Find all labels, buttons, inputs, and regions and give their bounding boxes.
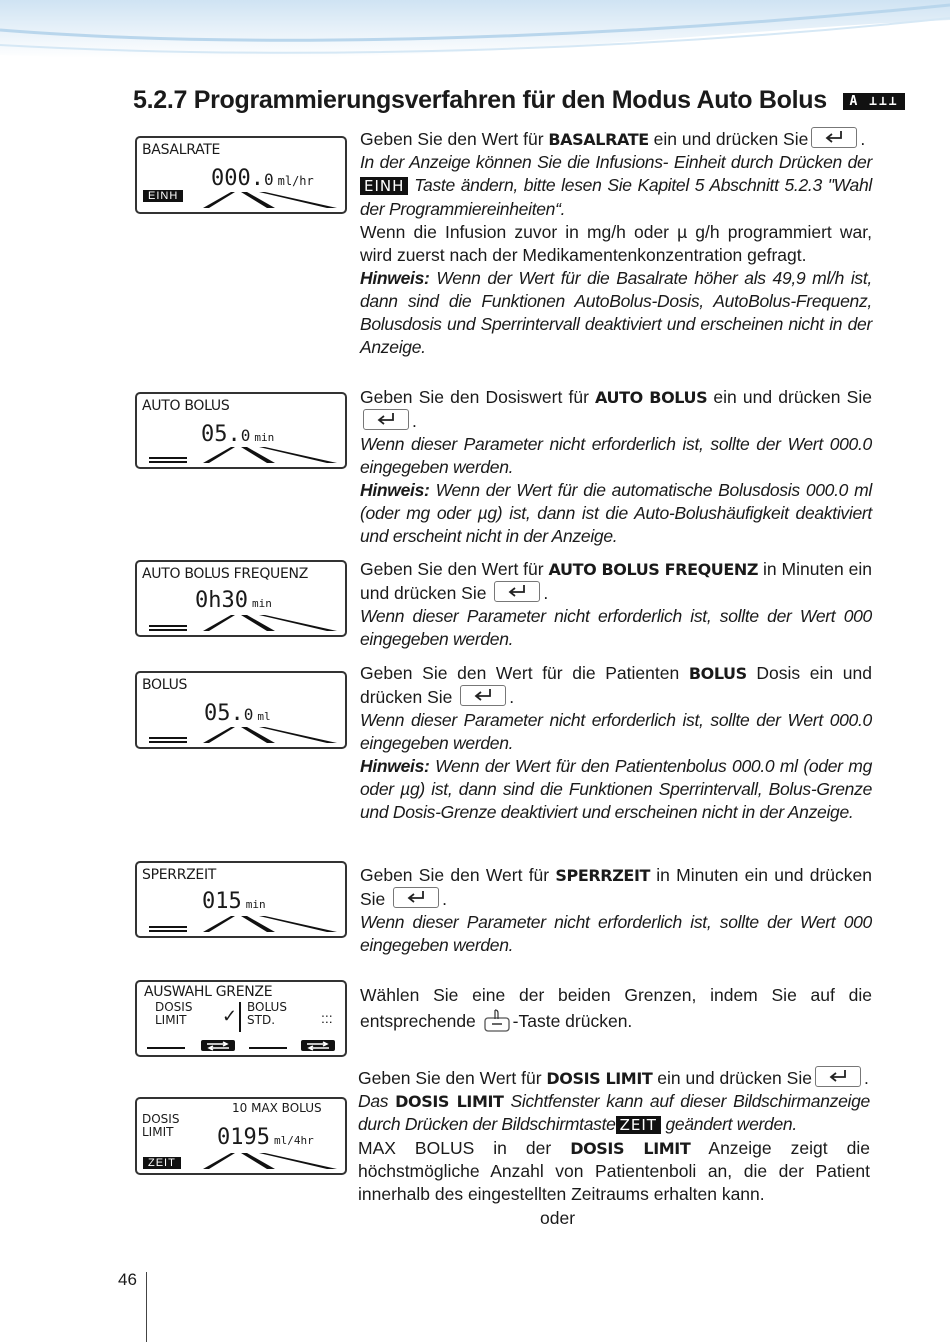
lcd-label: SPERRZEIT: [142, 867, 217, 883]
text-block-auto-bolus: [360, 386, 872, 548]
paragraph: Geben Sie den Wert für DOSIS LIMIT ein und drücken Sie .: [358, 1068, 869, 1088]
text-block-sperrzeit: [360, 864, 872, 957]
lcd-auswahl-grenze: [135, 980, 347, 1057]
lcd-softkey-arrows-icon: [201, 1151, 341, 1171]
dosis-limit-option: DOSIS LIMIT: [155, 1000, 193, 1027]
text-block-bolus: [360, 662, 872, 824]
lcd-softkey-arrows-icon: [201, 190, 341, 210]
paragraph: Wenn dieser Parameter nicht erforderlich ist, sollte der Wert 000 eingegeben werden.: [360, 606, 872, 649]
lcd-softkey-arrows-icon: [201, 445, 341, 465]
enter-key-icon: [460, 685, 506, 706]
lcd-label: BASALRATE: [142, 142, 221, 158]
lcd-underline-icon: [149, 926, 189, 932]
lcd-underline-icon: [149, 737, 189, 743]
text-block-dosis-limit: [358, 1066, 870, 1206]
lcd-value: 015 min: [202, 889, 266, 914]
lcd-underline-icon: [149, 625, 189, 631]
page-margin-line: [146, 1272, 147, 1342]
enter-key-icon: [815, 1066, 861, 1087]
paragraph: Wählen Sie eine der beiden Grenzen, indem Sie auf die entsprechende -Taste drücken.: [360, 985, 872, 1031]
paragraph: Geben Sie den Wert für SPERRZEIT in Minuten ein und drücken Sie .: [360, 865, 873, 909]
lcd-swap-softkeys-icon: [145, 1038, 341, 1052]
page-number: 46: [118, 1270, 137, 1289]
paragraph: Geben Sie den Wert für BASALRATE ein und drücken Sie .: [360, 129, 866, 149]
paragraph: Geben Sie den Dosiswert für AUTO BOLUS ein und drücken Sie .: [360, 387, 872, 431]
text-block-auswahl: [360, 982, 872, 1034]
lcd-basalrate: [135, 136, 347, 214]
paragraph: Geben Sie den Wert für AUTO BOLUS FREQUENZ in Minuten ein und drücken Sie .: [360, 559, 873, 603]
lcd-value: 000.0 ml/hr: [211, 166, 314, 191]
lcd-value: 05.0 min: [201, 422, 275, 447]
zeit-badge: ZEIT: [616, 1116, 661, 1134]
paragraph: In der Anzeige können Sie die Infusions- Einheit durch Drücken der EINH Taste ändern, bitte lesen Sie Kapitel 5 Abschnitt 5.2.3 "Wahl der Programmiereinheiten“.: [360, 152, 872, 219]
lcd-dosis-limit: [135, 1097, 347, 1175]
lcd-softkey-arrows-icon: [201, 914, 341, 934]
check-icon: ✓: [222, 1006, 238, 1026]
enter-key-icon: [811, 127, 857, 148]
lcd-label: AUTO BOLUS: [142, 398, 230, 414]
paragraph: Wenn dieser Parameter nicht erforderlich ist, sollte der Wert 000 eingegeben werden.: [360, 912, 872, 955]
text-block-auto-bolus-frequenz: [360, 558, 872, 651]
section-title: [133, 86, 905, 115]
lcd-softkey-arrows-icon: [201, 725, 341, 745]
lcd-divider: [239, 1002, 241, 1032]
softkey-press-icon: [484, 1009, 510, 1031]
einh-badge: EINH: [360, 177, 408, 195]
enter-key-icon: [494, 581, 540, 602]
lcd-auto-bolus-frequenz: [135, 560, 347, 637]
grid-dots-icon: :::: [321, 1010, 333, 1026]
lcd-label: BOLUS: [142, 677, 188, 693]
paragraph: Wenn dieser Parameter nicht erforderlich ist, sollte der Wert 000.0 eingegeben werden.: [360, 710, 872, 753]
paragraph: Wenn dieser Parameter nicht erforderlich ist, sollte der Wert 000.0 eingegeben werden.: [360, 434, 872, 477]
einh-softkey-tag: EINH: [143, 190, 183, 202]
lcd-label: AUSWAHL GRENZE: [144, 984, 273, 1000]
lcd-value: 05.0 ml: [204, 701, 271, 726]
oder-text: oder: [540, 1208, 576, 1228]
zeit-softkey-tag: ZEIT: [143, 1157, 181, 1169]
lcd-label: AUTO BOLUS FREQUENZ: [142, 566, 309, 582]
paragraph: Das DOSIS LIMIT Sichtfenster kann auf dieser Bildschirmanzeige durch Drücken der Bildschirmtaste ZEIT geändert werden.: [358, 1091, 870, 1134]
text-block-basalrate: [360, 127, 872, 359]
enter-key-icon: [393, 887, 439, 908]
lcd-bolus: [135, 671, 347, 749]
lcd-value: 0h30 min: [195, 588, 272, 613]
enter-key-icon: [363, 409, 409, 430]
lcd-underline-icon: [149, 457, 189, 463]
lcd-sperrzeit: [135, 861, 347, 938]
lcd-softkey-arrows-icon: [201, 613, 341, 633]
paragraph: Geben Sie den Wert für die Patienten BOLUS Dosis ein und drücken Sie .: [360, 663, 872, 707]
paragraph: Wenn die Infusion zuvor in mg/h oder µ g/h programmiert war, wird zuerst nach der Medikamentenkonzentration gefragt.: [360, 222, 872, 265]
lcd-label: DOSIS LIMIT: [142, 1112, 180, 1139]
hint-paragraph: Hinweis: Wenn der Wert für den Patientenbolus 000.0 ml (oder mg oder µg) ist, dann sind die Funktionen Sperrintervall, Bolus-Grenze und Dosis-Grenze deaktiviert und erscheinen nicht in der Anzeige.: [360, 756, 872, 822]
section-title-text: 5.2.7 Programmierungsverfahren für den Modus Auto Bolus: [133, 86, 827, 114]
bolus-std-option: BOLUS STD.: [247, 1000, 287, 1027]
auto-bolus-mode-badge: A ⊥⊥⊥: [843, 93, 904, 110]
hint-paragraph: Hinweis: Wenn der Wert für die Basalrate höher als 49,9 ml/h ist, dann sind die Funktionen AutoBolus-Dosis, AutoBolus-Frequenz, Bolusdosis und Sperrintervall deaktiviert und erscheinen nicht in der Anzeige.: [360, 268, 872, 357]
paragraph: MAX BOLUS in der DOSIS LIMIT Anzeige zeigt die höchstmögliche Anzahl von Patientenboli an, die der Patient innerhalb des eingestellten Zeitraums erhalten kann.: [358, 1138, 870, 1204]
hint-paragraph: Hinweis: Wenn der Wert für die automatische Bolusdosis 000.0 ml (oder mg oder µg) ist, dann ist die Auto-Bolushäufigkeit deaktiviert und erscheint nicht in der Anzeige.: [360, 480, 872, 546]
lcd-value: 0195 ml/4hr: [217, 1125, 314, 1150]
max-bolus-label: 10 MAX BOLUS: [232, 1101, 322, 1115]
lcd-auto-bolus: [135, 392, 347, 469]
